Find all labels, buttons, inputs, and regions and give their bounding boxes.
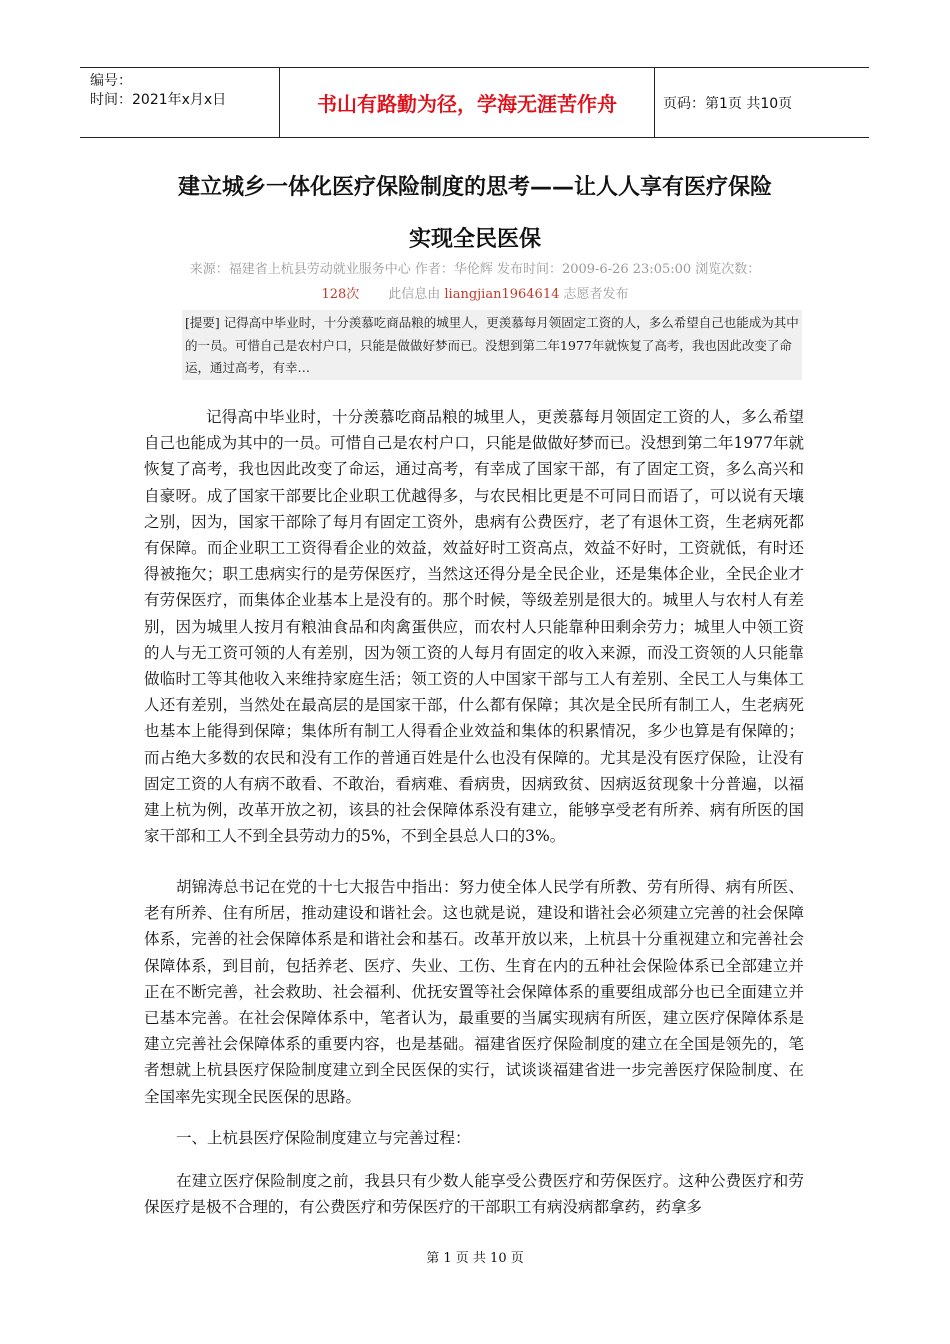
paragraph-3: 在建立医疗保险制度之前，我县只有少数人能享受公费医疗和劳保医疗。这种公费医疗和劳保医疗是极不合理的，有公费医疗和劳保医疗的干部职工有病没病都拿药，药拿多: [144, 1172, 804, 1217]
motto: 书山有路勤为径，学海无涯苦作舟: [280, 68, 655, 137]
number-label: 编号：: [90, 73, 132, 89]
publisher-link[interactable]: liangjian1964614: [444, 287, 560, 302]
paragraph-2: 胡锦涛总书记在党的十七大报告中指出：努力使全体人民学有所教、劳有所得、病有所医、老有所养、住有所居，推动建设和谐社会。这也就是说，建设和谐社会必须建立完善的社会保障体系，完善的社会保障体系是和谐社会和基石。改革开放以来，上杭县十分重视建立和完善社会保障体系，到目前，包括养老、医疗、失业、工伤、生育在内的五种社会保险体系已全部建立并正在不断完善，社会救助、社会福利、优抚安置等社会保障体系的重要组成部分也已全面建立并已基本完善。在社会保障体系中，笔者认为，最重要的当属实现病有所医，建立医疗保障体系是建立完善社会保障体系的重要内容，也是基础。福建省医疗保险制度的建立在全国是领先的，笔者想就上杭县医疗保险制度建立到全民医保的实行，试谈谈福建省进一步完善医疗保险制度、在全国率先实现全民医保的思路。: [144, 878, 804, 1106]
article-meta-line1: 来源：福建省上杭县劳动就业服务中心 作者：华伦辉 发布时间：2009-6-26 23:05:00 浏览次数：: [189, 262, 761, 277]
page-info: 页码：第1页 共10页: [663, 95, 793, 112]
article-meta-line2: [80, 283, 870, 307]
header-left-cell: [80, 68, 280, 137]
article-title-line2: 实现全民医保: [408, 227, 541, 252]
article-title-line1: 建立城乡一体化医疗保险制度的思考——让人人享有医疗保险: [177, 175, 772, 200]
publisher-suffix: 志愿者发布: [563, 287, 629, 302]
view-count: 128次: [321, 287, 360, 302]
page-footer: 第 1 页 共 10 页: [426, 1251, 524, 1266]
article-abstract: [提要] 记得高中毕业时，十分羡慕吃商品粮的城里人，更羡慕每月领固定工资的人，多么希望自己也能成为其中的一员。可惜自己是农村户口，只能是做做好梦而已。没想到第二年1977年就恢复了高考，我也因此改变了命运，通过高考，有幸…: [182, 310, 802, 380]
time-label: 时间：2021年x月x日: [90, 92, 227, 108]
header-table: [80, 67, 869, 138]
publisher-prefix: 此信息由: [388, 287, 441, 302]
paragraph-1: 记得高中毕业时，十分羡慕吃商品粮的城里人，更羡慕每月领固定工资的人，多么希望自己也能成为其中的一员。可惜自己是农村户口，只能是做做好梦而已。没想到第二年1977年就恢复了高考，我也因此改变了命运，通过高考，有幸成了国家干部，有了固定工资，多么高兴和自豪呀。成了国家干部要比企业职工优越得多，与农民相比更是不可同日而语了，可以说有天壤之别，因为，国家干部除了每月有固定工资外，患病有公费医疗，老了有退休工资，生老病死都有保障。而企业职工工资得看企业的效益，效益好时工资高点，效益不好时，工资就低，有时还得被拖欠；职工患病实行的是劳保医疗，当然这还得分是全民企业，还是集体企业，全民企业才有劳保医疗，而集体企业基本上是没有的。那个时候，等级差别是很大的。城里人与农村人有差别，因为城里人按月有粮油食品和肉禽蛋供应，而农村人只能靠种田剩余劳力；城里人中领工资的人与无工资可领的人有差别，因为领工资的人每月有固定的收入来源，而没工资领的人只能靠做临时工等其他收入来维持家庭生活；领工资的人中国家干部与工人有差别、全民工人与集体工人还有差别，当然处在最高层的是国家干部，什么都有保障；其次是全民所有制工人，生老病死也基本上能得到保障；集体所有制工人得看企业效益和集体的积累情况，多少也算是有保障的；而占绝大多数的农民和没有工作的普通百姓是什么也没有保障的。尤其是没有医疗保险，让没有固定工资的人有病不敢看、不敢治，看病难、看病贵，因病致贫、因病返贫现象十分普遍，以福建上杭为例，改革开放之初，该县的社会保障体系没有建立，能够享受老有所养、病有所医的国家干部和工人不到全县劳动力的5%，不到全县总人口的3%。: [144, 408, 804, 846]
section-heading-1: 一、上杭县医疗保险制度建立与完善过程：: [176, 1129, 471, 1147]
